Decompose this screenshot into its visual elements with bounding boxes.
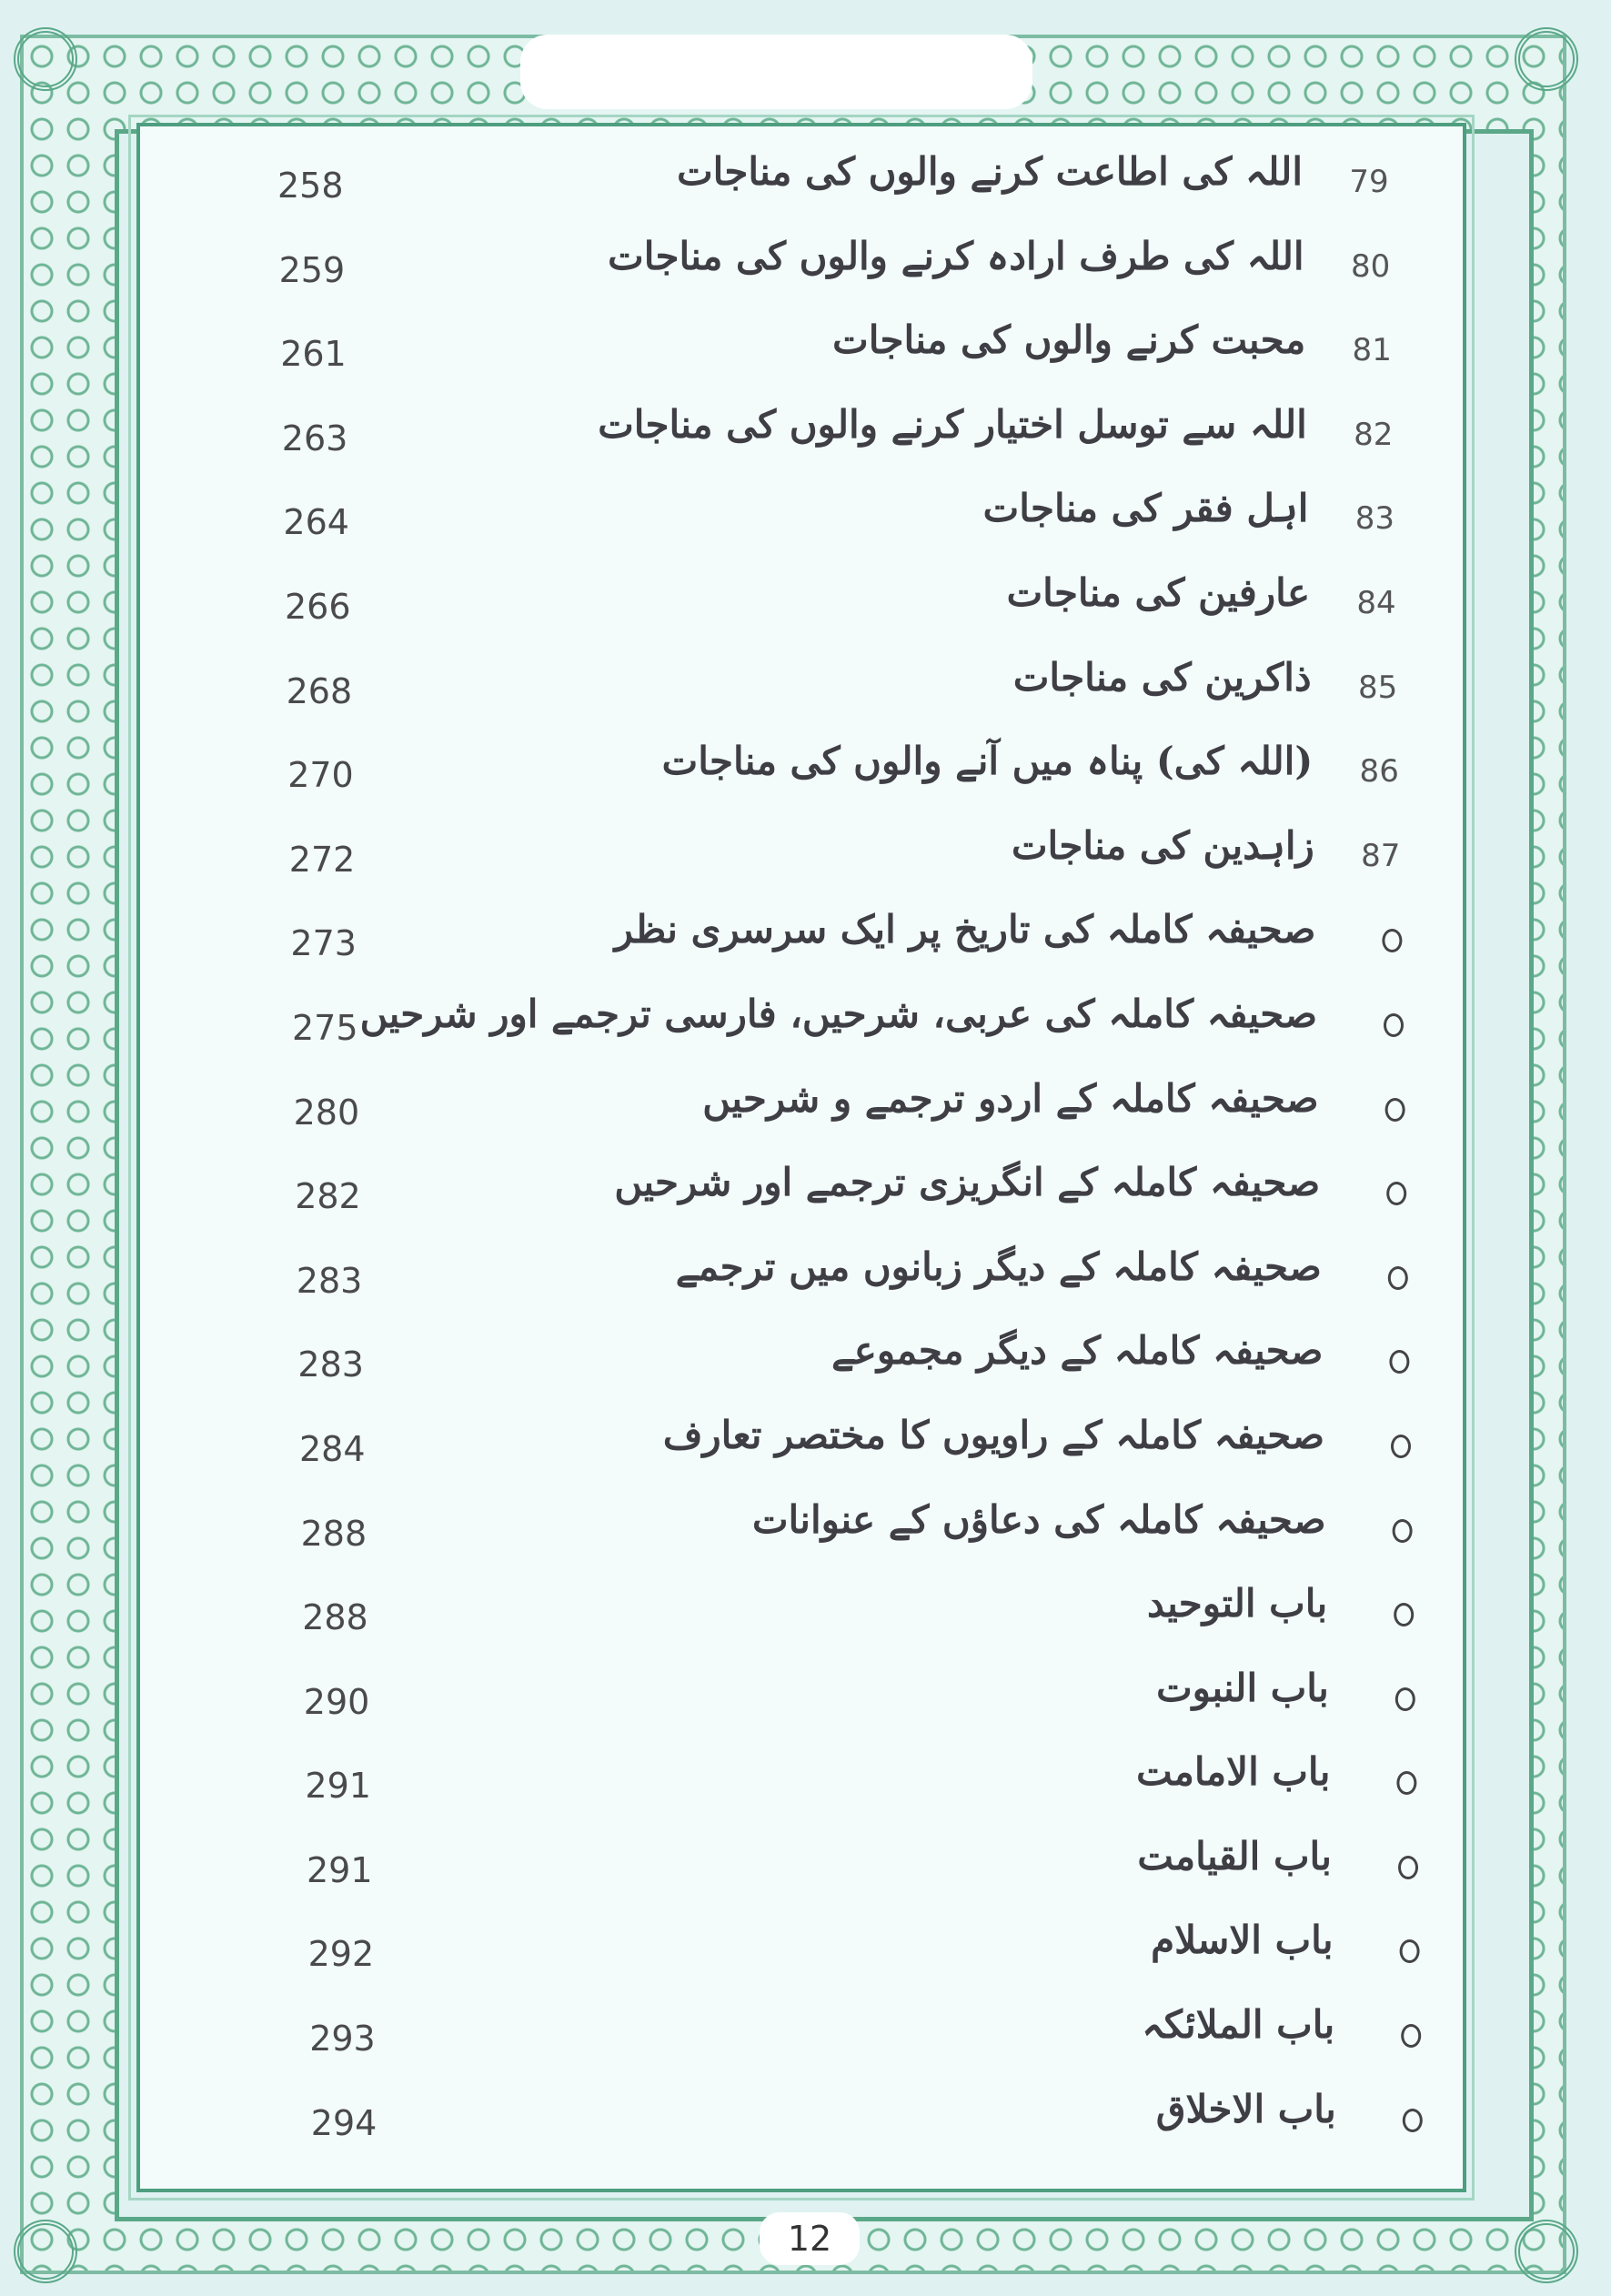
entry-title: باب الاخلاق bbox=[1155, 2086, 1336, 2131]
entry-page-number: 280 bbox=[293, 1092, 360, 1133]
entry-page-number: 275 bbox=[292, 1007, 358, 1048]
entry-title: باب الاسلام bbox=[1151, 1918, 1334, 1963]
entry-page-number: 268 bbox=[286, 670, 353, 711]
entry-page-number: 293 bbox=[309, 2019, 376, 2059]
bullet-circle-icon bbox=[1403, 2109, 1423, 2132]
entry-number: 85 bbox=[1357, 669, 1398, 706]
bullet-circle-icon bbox=[1398, 1856, 1418, 1879]
toc-entry bbox=[142, 482, 1472, 567]
corner-ornament-icon bbox=[14, 2220, 77, 2283]
entry-title: اللہ کی اطاعت کرنے والوں کی مناجات bbox=[677, 149, 1303, 194]
toc-entry bbox=[160, 1494, 1490, 1578]
header-blank-label bbox=[520, 35, 1032, 109]
entry-page-number: 290 bbox=[303, 1681, 370, 1722]
entry-page-number: 283 bbox=[297, 1344, 364, 1385]
entry-page-number: 272 bbox=[288, 839, 356, 880]
entry-title: باب التوحید bbox=[1147, 1581, 1328, 1626]
entry-number: 87 bbox=[1361, 837, 1401, 874]
bullet-circle-icon bbox=[1385, 1098, 1405, 1122]
entry-number: 80 bbox=[1350, 247, 1391, 285]
toc-entry bbox=[136, 146, 1466, 230]
entry-title: باب الامامت bbox=[1136, 1749, 1331, 1795]
toc-entry bbox=[139, 314, 1469, 398]
toc-entry bbox=[158, 1409, 1488, 1494]
entry-page-number: 259 bbox=[278, 249, 346, 290]
bullet-circle-icon bbox=[1388, 1266, 1408, 1290]
entry-title: محبت کرنے والوں کی مناجات bbox=[832, 317, 1306, 363]
entry-page-number: 264 bbox=[283, 502, 349, 543]
entry-page-number: 261 bbox=[280, 334, 347, 375]
bullet-circle-icon bbox=[1386, 1182, 1406, 1205]
bullet-circle-icon bbox=[1391, 1435, 1411, 1458]
entry-number: 84 bbox=[1356, 584, 1396, 621]
corner-ornament-icon bbox=[1515, 27, 1578, 91]
entry-page-number: 288 bbox=[302, 1597, 368, 1638]
entry-page-number: 283 bbox=[296, 1260, 363, 1301]
toc-entry bbox=[170, 2083, 1500, 2168]
bullet-circle-icon bbox=[1393, 1519, 1413, 1543]
corner-ornament-icon bbox=[14, 27, 77, 91]
entry-title: عارفین کی مناجات bbox=[1006, 569, 1310, 615]
bullet-circle-icon bbox=[1401, 2024, 1421, 2048]
bullet-circle-icon bbox=[1394, 1603, 1414, 1626]
entry-number: 79 bbox=[1349, 164, 1389, 200]
toc-entry bbox=[146, 735, 1476, 820]
entry-title: صحیفہ کاملہ کی تاریخ پر ایک سرسری نظر bbox=[614, 907, 1316, 952]
entry-title: باب النبوت bbox=[1156, 1665, 1329, 1710]
entry-title: اہل فقر کی مناجات bbox=[982, 486, 1309, 531]
entry-title: صحیفہ کاملہ کے دیگر مجموعے bbox=[831, 1328, 1324, 1374]
bullet-circle-icon bbox=[1389, 1350, 1409, 1374]
toc-entry bbox=[141, 398, 1471, 483]
corner-ornament-icon bbox=[1515, 2220, 1578, 2283]
entry-title: باب القیامت bbox=[1137, 1833, 1332, 1878]
entry-title: ذاکرین کی مناجات bbox=[1012, 654, 1312, 700]
toc-entry bbox=[146, 651, 1475, 736]
toc-entry bbox=[149, 903, 1479, 988]
entry-title: (اللہ کی) پناہ میں آنے والوں کی مناجات bbox=[661, 739, 1314, 784]
bullet-circle-icon bbox=[1382, 929, 1402, 952]
entry-number: 82 bbox=[1354, 416, 1394, 453]
entry-title: صحیفہ کاملہ کی عربی، شرحیں، فارسی ترجمے اور شرحیں bbox=[359, 991, 1317, 1036]
entry-page-number: 291 bbox=[307, 1849, 373, 1890]
toc-entry bbox=[151, 988, 1481, 1072]
entry-number: 86 bbox=[1359, 753, 1399, 791]
toc-entry bbox=[138, 230, 1468, 315]
page-number: 12 bbox=[760, 2212, 860, 2265]
toc-entry bbox=[144, 567, 1474, 651]
toc-entry bbox=[156, 1324, 1486, 1409]
table-of-contents bbox=[136, 146, 1466, 2167]
entry-page-number: 266 bbox=[285, 586, 351, 627]
bullet-circle-icon bbox=[1400, 1939, 1420, 1963]
toc-entry bbox=[164, 1746, 1494, 1830]
toc-entry bbox=[154, 1156, 1484, 1241]
toc-entry bbox=[156, 1241, 1485, 1325]
bullet-circle-icon bbox=[1384, 1013, 1404, 1037]
entry-title: اللہ کی طرف ارادہ کرنے والوں کی مناجات bbox=[608, 233, 1304, 278]
entry-page-number: 270 bbox=[287, 755, 354, 796]
entry-page-number: 284 bbox=[299, 1428, 366, 1469]
entry-title: صحیفہ کاملہ کے راویوں کا مختصر تعارف bbox=[662, 1412, 1324, 1457]
toc-entry bbox=[148, 820, 1478, 904]
toc-entry bbox=[163, 1662, 1493, 1747]
bullet-circle-icon bbox=[1396, 1771, 1416, 1795]
entry-page-number: 294 bbox=[310, 2102, 378, 2143]
entry-page-number: 292 bbox=[307, 1934, 375, 1975]
entry-page-number: 263 bbox=[281, 418, 348, 458]
bullet-circle-icon bbox=[1395, 1687, 1415, 1711]
entry-title: صحیفہ کاملہ کی دعاؤں کے عنوانات bbox=[751, 1496, 1326, 1542]
toc-entry bbox=[153, 1072, 1483, 1157]
entry-page-number: 282 bbox=[295, 1176, 361, 1217]
entry-title: زاہدین کی مناجات bbox=[1012, 822, 1314, 868]
entry-title: اللہ سے توسل اختیار کرنے والوں کی مناجات bbox=[598, 401, 1307, 447]
entry-page-number: 273 bbox=[290, 923, 357, 964]
entry-number: 81 bbox=[1352, 332, 1392, 369]
entry-title: صحیفہ کاملہ کے اردو ترجمے و شرحیں bbox=[702, 1075, 1319, 1121]
toc-entry bbox=[168, 1999, 1498, 2083]
toc-entry bbox=[166, 1830, 1495, 1915]
entry-page-number: 288 bbox=[300, 1513, 368, 1554]
entry-number: 83 bbox=[1354, 500, 1395, 538]
entry-title: صحیفہ کاملہ کے دیگر زبانوں میں ترجمے bbox=[675, 1244, 1322, 1289]
entry-title: باب الملائکہ bbox=[1142, 2002, 1335, 2048]
toc-entry bbox=[161, 1577, 1491, 1662]
entry-page-number: 291 bbox=[305, 1766, 371, 1807]
toc-entry bbox=[167, 1914, 1497, 1999]
entry-page-number: 258 bbox=[277, 166, 344, 206]
entry-title: صحیفہ کاملہ کے انگریزی ترجمے اور شرحیں bbox=[614, 1160, 1321, 1205]
